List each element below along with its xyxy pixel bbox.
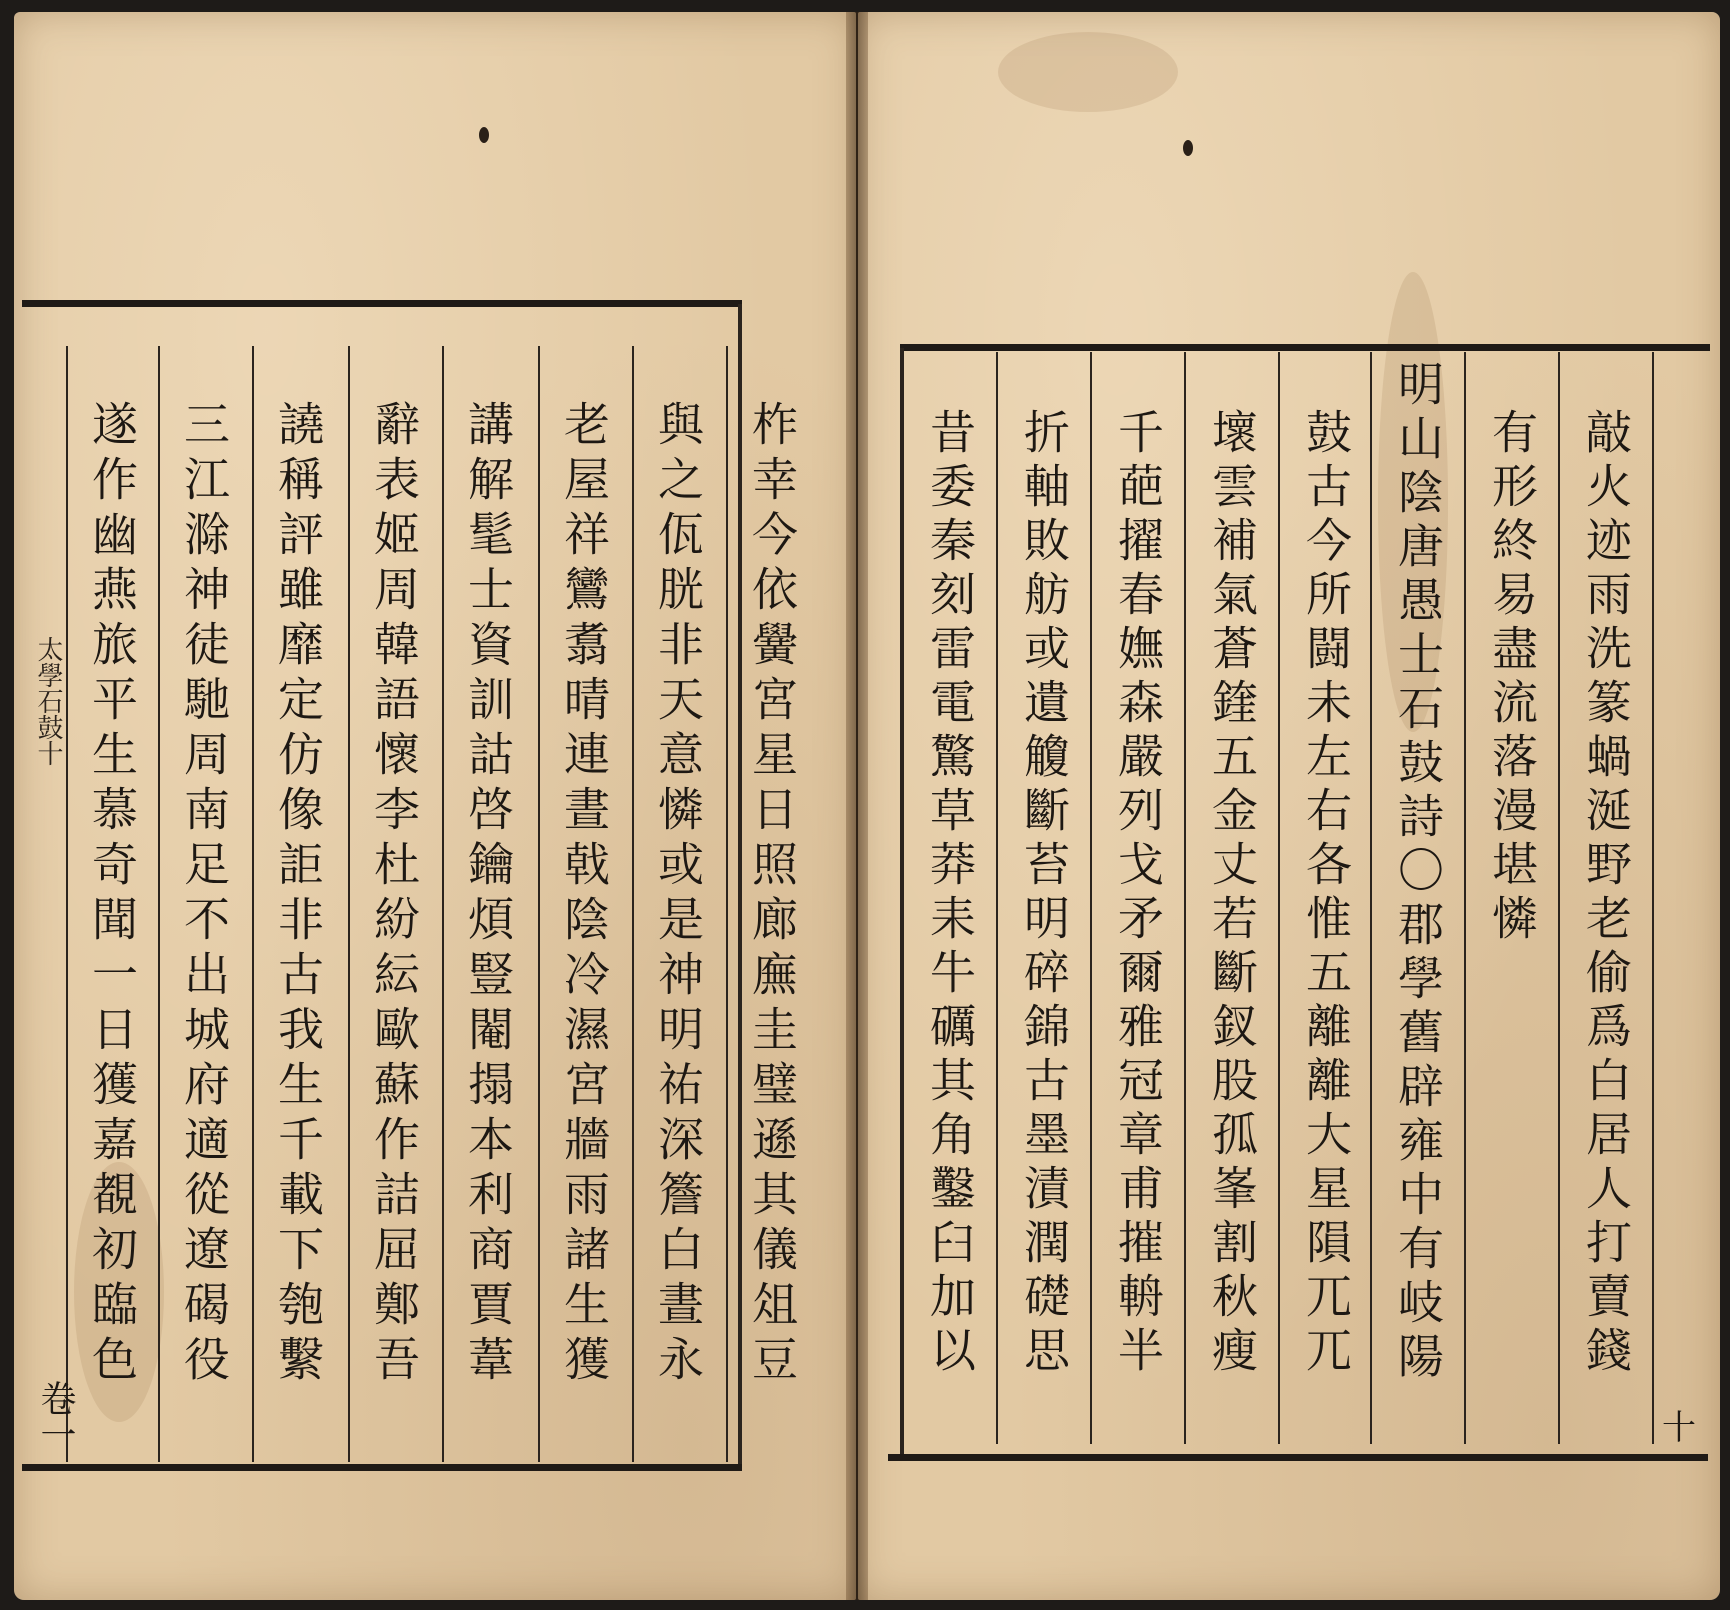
text-column-right-8 (910, 408, 990, 1380)
column-text: 辭表姬周韓語懷李杜紛紜歐蘇作詰屈鄭吾 (367, 400, 421, 1390)
column-text: 昔委秦刻雷電驚草莽耒牛礪其角鑿臼加以 (923, 408, 977, 1380)
text-column-right-2 (1472, 408, 1552, 948)
volume-label (30, 1380, 76, 1460)
column-separator (1090, 352, 1092, 1444)
text-column-right-7 (1004, 408, 1084, 1380)
text-column-right-4 (1286, 408, 1366, 1380)
bottom-border-rule (22, 1464, 742, 1471)
column-text: 柞幸今依黌宮星日照廊廡圭璧遜其儀俎豆 (745, 400, 799, 1390)
column-text: 講解髦士資訓詁啓鑰煩豎閹搨本利商賈葦 (461, 400, 515, 1390)
column-separator (1558, 352, 1560, 1444)
column-text: 有形終易盡流落漫堪憐 (1485, 408, 1539, 948)
bottom-border-rule (888, 1454, 1708, 1461)
column-separator (726, 346, 728, 1462)
text-column-left-4 (354, 400, 434, 1390)
text-column-left-8 (732, 400, 812, 1390)
column-text: 壞雲補氣蒼鍷五金丈若斷釵股孤峯割秋瘦 (1205, 408, 1259, 1380)
column-separator (538, 346, 540, 1462)
column-text: 老屋祥鸞翥晴連晝戟陰冷濕宮牆雨諸生獲 (557, 400, 611, 1390)
binding-hole (1183, 140, 1193, 156)
column-separator (252, 346, 254, 1462)
text-column-left-3 (258, 400, 338, 1390)
column-separator (348, 346, 350, 1462)
text-column-left-1 (72, 400, 152, 1390)
text-column-right-6 (1098, 408, 1178, 1380)
book-gutter (846, 12, 868, 1600)
text-column-left-2 (164, 400, 244, 1390)
column-separator (996, 352, 998, 1444)
binding-hole (479, 127, 489, 143)
column-separator (158, 346, 160, 1462)
column-separator (1464, 352, 1466, 1444)
column-text: 明山陰唐愚士石鼓詩〇郡學舊辟雍中有岐陽 (1391, 360, 1445, 1386)
text-column-right-3 (1378, 360, 1458, 1386)
column-separator (1184, 352, 1186, 1444)
column-text: 鼓古今所闘未左右各惟五離離大星隕兀兀 (1299, 408, 1353, 1380)
column-text: 折軸敗舫或遺觼斷苔明碎錦古墨漬潤礎思 (1017, 408, 1071, 1380)
top-border-rule (22, 300, 742, 307)
column-separator (1278, 352, 1280, 1444)
volume-label-text: 卷一 (35, 1380, 76, 1452)
margin-title-text: 太學石鼓十 (33, 636, 63, 766)
column-text: 敲火迹雨洗篆蝸涎野老偷爲白居人打賣錢 (1579, 408, 1633, 1380)
text-column-right-1 (1566, 408, 1646, 1380)
left-frame-line (900, 348, 904, 1454)
column-text: 與之佤胱非天意憐或是神明祐深簷白晝永 (651, 400, 705, 1390)
top-border-rule (900, 344, 1710, 351)
column-separator (66, 346, 68, 1462)
column-separator (632, 346, 634, 1462)
column-text: 遂作幽燕旅平生慕奇聞一日獲嘉覩初臨色 (85, 400, 139, 1390)
text-column-left-5 (448, 400, 528, 1390)
column-separator (1652, 352, 1654, 1444)
text-column-left-6 (544, 400, 624, 1390)
column-text: 譊稱評雖靡定仿像詎非古我生千載下匏繫 (271, 400, 325, 1390)
column-separator (1370, 352, 1372, 1444)
column-separator (442, 346, 444, 1462)
paper-stain (998, 32, 1178, 112)
column-text: 三江滁神徒馳周南足不出城府適從遼碣役 (177, 400, 231, 1390)
text-column-left-7 (638, 400, 718, 1390)
margin-title (30, 636, 70, 826)
column-text: 千葩擢春嫵森嚴列戈矛爾雅冠章甫摧輈半 (1111, 408, 1165, 1380)
text-column-right-5 (1192, 408, 1272, 1380)
page-number: 十 (1662, 1408, 1696, 1448)
